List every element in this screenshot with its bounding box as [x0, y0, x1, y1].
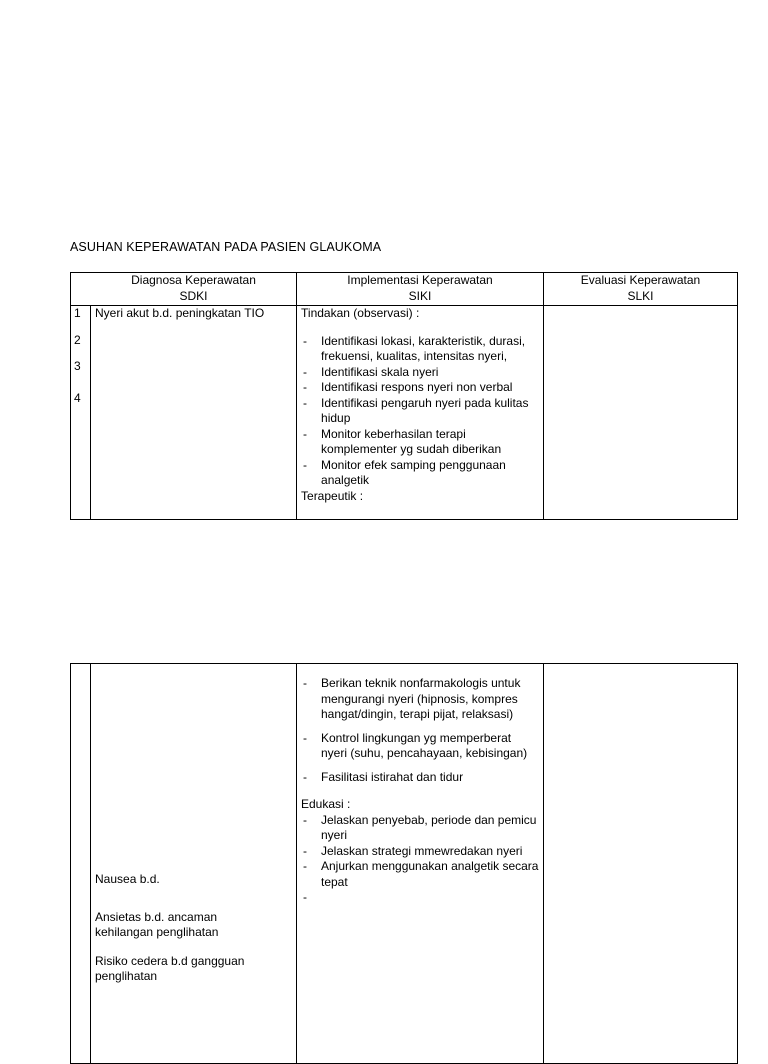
list-item: - Monitor efek samping penggunaan analgetik [301, 458, 539, 489]
list-item: - Identifikasi skala nyeri [301, 365, 539, 381]
diagnosis-risiko-cedera: Risiko cedera b.d gangguan penglihatan [95, 953, 245, 983]
row-number: 3 [74, 359, 81, 373]
list-item: - Anjurkan menggunakan analgetik secara tepat [301, 859, 539, 890]
edukasi-list [301, 813, 539, 906]
row-number: 2 [74, 332, 81, 347]
table-row [71, 664, 738, 1064]
edukasi-heading: Edukasi : [301, 797, 351, 811]
list-item: - Jelaskan penyebab, periode dan pemicu nyeri [301, 813, 539, 844]
evaluation-cell [544, 664, 738, 1064]
care-plan-table-page2 [70, 663, 738, 1064]
list-item: - Kontrol lingkungan yg memperberat nyeri (suhu, pencahayaan, kebisingan) [301, 731, 539, 762]
observasi-list [301, 334, 539, 489]
list-item: - Berikan teknik nonfarmakologis untuk mengurangi nyeri (hipnosis, kompres hangat/dingin, terapi pijat, relaksasi) [301, 676, 539, 723]
list-item [301, 890, 539, 906]
observasi-heading: Tindakan (observasi) : [301, 306, 420, 320]
diagnosis-nausea: Nausea b.d. [95, 872, 160, 886]
care-plan-table-page1 [70, 272, 738, 520]
header-implementasi [297, 273, 544, 306]
header-implementasi-code: SIKI [408, 288, 432, 303]
diagnosis-nyeri: Nyeri akut b.d. peningkatan TIO [95, 306, 265, 320]
list-item: - Identifikasi pengaruh nyeri pada kulitas hidup [301, 396, 539, 427]
list-item: - Jelaskan strategi mmewredakan nyeri [301, 844, 539, 860]
header-diagnosa-label: Diagnosa Keperawatan [131, 273, 256, 287]
table-row [71, 306, 738, 520]
row-number: 4 [74, 390, 81, 405]
implementation-cell [297, 664, 544, 1064]
list-item: - Identifikasi respons nyeri non verbal [301, 380, 539, 396]
diagnosis-ansietas: Ansietas b.d. ancaman kehilangan penglihatan [95, 909, 219, 939]
header-evaluasi [544, 273, 738, 306]
header-diagnosa [71, 273, 297, 306]
implementation-cell [297, 306, 544, 520]
document-title: ASUHAN KEPERAWATAN PADA PASIEN GLAUKOMA [70, 240, 382, 254]
list-item: - Identifikasi lokasi, karakteristik, durasi, frekuensi, kualitas, intensitas nyeri, [301, 334, 539, 365]
table-header-row [71, 273, 738, 306]
row-number: 1 [74, 306, 81, 320]
diagnosis-cell [91, 664, 297, 1064]
terapeutik-heading: Terapeutik : [301, 488, 364, 503]
header-evaluasi-label: Evaluasi Keperawatan [580, 273, 701, 287]
evaluation-cell [544, 306, 738, 520]
header-implementasi-label: Implementasi Keperawatan [347, 273, 493, 287]
diagnosis-cell [91, 306, 297, 520]
list-item: - Fasilitasi istirahat dan tidur [301, 770, 539, 786]
header-evaluasi-code: SLKI [627, 288, 654, 303]
number-column [71, 306, 91, 520]
terapeutik-list [301, 676, 539, 785]
list-item: - Monitor keberhasilan terapi komplementer yg sudah diberikan [301, 427, 539, 458]
header-diagnosa-code: SDKI [179, 288, 208, 303]
number-column [71, 664, 91, 1064]
